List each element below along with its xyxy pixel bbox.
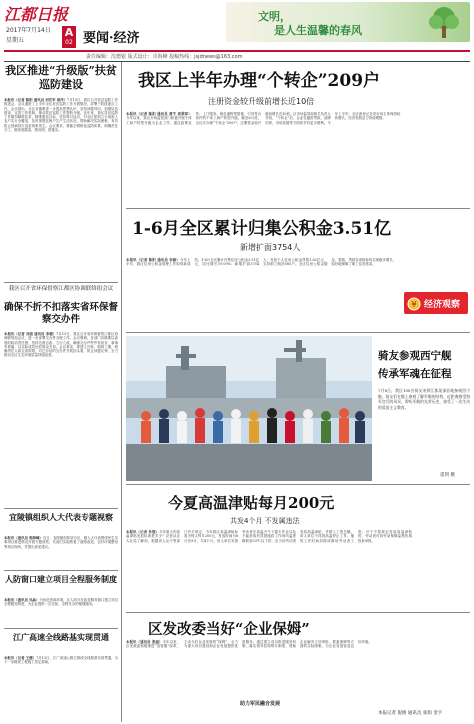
story5-body: [4, 656, 118, 720]
heat-rule: [126, 612, 470, 613]
heat-text: 今年夏天的高温津贴发放标准是多少？记者从区人社局了解到，根据省人社厅等部门有关规定，今年我区高温津贴标准为每人每月200元，发放时间为6月至9月，共4个月。用人单位安排劳动者在高温天气下露天作业以及不能采取有效措施将工作场所温度降低到33℃以下的，应当向劳动者发放高温津贴，并纳入工资总额。用人单位不得因高温停止工作、缩短工作时间扣除或降低劳动者工资。对于不按规定发放高温津贴的，劳动者可向劳动保障监察机构投诉举报。: [126, 530, 412, 543]
story3-text: 近日，宜陵镇组织部分区、镇人大代表围绕民生实事项目推进情况开展专题视察，代表们实地察看了道路改造、农村环境整治等项目现场，并提出意见建议。: [4, 536, 118, 549]
fund-byline: 本报讯（记者 陈阳 通讯员 李毅）: [126, 258, 180, 262]
page-letter: A: [64, 26, 74, 39]
photo-credit: 雷剑 摄: [440, 473, 455, 478]
story2-headline-text: 确保不折不扣落实省环保督察交办件: [4, 302, 119, 325]
heat-byline: 本报讯（记者 朱翔）: [126, 530, 159, 534]
coin-icon: [407, 296, 421, 315]
lead-subheadline: 注册资金较升级前增长近10倍: [208, 97, 315, 106]
story1-byline: 本报讯（记者 陈阳 通讯员 刘宏军 周洋）: [4, 98, 67, 102]
heat-headline: 今夏高温津贴每月200元: [168, 494, 335, 512]
lead-body: [126, 112, 470, 204]
story2-rule: [4, 508, 118, 509]
reform-credit: 本报记者 倪俊 通讯员 张娟 金宇: [378, 711, 443, 716]
fund-subheadline: 新增扩面3754人: [240, 243, 301, 252]
reform-body-text: [126, 640, 412, 649]
story3-body: [4, 536, 118, 568]
story3-byline: 本报讯（通讯员 郭海峰）: [4, 536, 43, 540]
banner-line1: 文明，: [258, 10, 291, 23]
photo-caption: [378, 388, 470, 470]
story3-headline: [4, 512, 118, 522]
fund-body-text: [126, 258, 396, 267]
story4-headline: [4, 574, 118, 584]
page-number-box: [62, 26, 76, 48]
story4-headline-text: 人防窗口建立项目全程服务制度: [5, 574, 117, 584]
story1-headline: [4, 64, 118, 92]
fund-badge-label: 经济观察: [424, 300, 461, 310]
story5-headline-text: 江广高速全线路基实现贯通: [13, 632, 109, 642]
lead-headline: 我区上半年办理“个转企”209户: [138, 71, 381, 91]
story5-text: 7月13日，江广高速公路江都段全线路基实现贯通，为下一步路面工程施工奠定基础。: [4, 656, 118, 665]
story1-body: [4, 98, 118, 276]
fund-text: 今年上半年，我区住房公积金管理工作取得新成效。1-6月全区累计归集住房公积金3.51亿元，同比增长19.09%；新增扩面3754人；发放个人住房公积金贷款1.62亿元，支持职工购房585户。全区住房公积金缴存、提取、贷款各项指标均实现稳步增长，较好地保障了职工住房需求。: [126, 258, 396, 267]
warship-photo: [126, 336, 372, 481]
page-number: 02: [65, 39, 73, 46]
fund-rule: [126, 332, 470, 333]
story1-text: 7月13日，我区召开扶贫巡防工作推进会，会议通报了上半年全区扶贫巡防工作开展情况，部署下阶段重点工作。会议指出，全区各镇要进一步提高思想认识，坚持问题导向，加强队伍建设，完善工作机制，推动扶贫巡防工作提档升级。近年来，我区扶贫巡防工作紧扣精准扶贫、精准脱贫目标，坚持每月巡访，对全区建档立卡低收入农户实行全覆盖，及时掌握贫困户生产生活状况，帮助解决实际困难，有效防止因病因灾返贫现象发生。会议要求，要健全网格化巡防体系，明确责任分工，做到底数清、情况明、措施实。: [4, 98, 118, 133]
masthead-logo: 江都日报: [4, 5, 69, 24]
story2-body: [4, 332, 118, 504]
story5-byline: 本报讯（记者 王健）: [4, 656, 37, 660]
fund-headline: 1-6月全区累计归集公积金3.51亿: [132, 219, 392, 239]
story3-rule: [4, 570, 118, 571]
story2-byline: 本报讯（记者 刘朋 通讯员 李德）: [4, 332, 57, 336]
fund-badge: [404, 292, 468, 314]
story4-text: 为优化营商环境，区人防办在政务服务窗口建立项目全程服务制度，为企业提供一次告知、全程代办的便捷服务。: [4, 598, 118, 607]
masthead-weekday: 星期五: [6, 37, 25, 44]
lead-byline: 本报讯（记者 陈阳 通讯员 黄宇 周翠萍）: [126, 112, 192, 116]
reform-text: 今年以来，区发改委积极推进“放管服”改革，主动当好企业发展的“保姆”，全力为重大项目建设和企业发展提供优质服务。通过建立项目推进服务机制，落实领导挂钩帮办制度，帮助企业解决立项审批、要素保障等方面的实际困难，为企业发展营造良好环境。: [126, 640, 372, 649]
story2-kicker-text: 我区召开省环保督察江都区协调联络组会议: [8, 286, 114, 292]
photo-caption-text: 7月8日，我区100名骑友来到江都某部驻地参观西宁舰。骑友们在舰上参观了解军舰的结构，近距离感受海军官兵的风采，聆听军舰的光荣历史，接受了一次生动的爱国主义教育。: [378, 388, 470, 410]
masthead-date: 2017年7月14日: [6, 27, 51, 34]
story4-rule: [4, 628, 118, 629]
lead-body-text: [126, 112, 400, 125]
fund-body: [126, 258, 396, 330]
masthead-rule: [4, 50, 470, 52]
left-column-divider: [121, 62, 122, 722]
photo-rule: [126, 484, 470, 485]
masthead: [0, 0, 474, 50]
story1-rule: [4, 282, 118, 283]
editor-rule: [4, 61, 470, 62]
svg-text:¥: ¥: [411, 300, 417, 309]
reform-headline: 区发改委当好“企业保姆”: [148, 621, 310, 638]
lead-rule: [126, 208, 470, 209]
story1-headline-text: 我区推进“升级版”扶贫巡防建设: [5, 64, 117, 91]
story2-headline: [4, 302, 118, 326]
reform-byline: 本报讯（通讯员 张丽）: [126, 640, 163, 644]
story3-headline-text: 宜陵镇组织人大代表专题视察: [9, 512, 113, 522]
banner-ad: [226, 2, 470, 42]
heat-body: [126, 530, 470, 610]
heat-subheadline: 共发4个月 不发属违法: [230, 517, 300, 525]
reform-body: [126, 640, 470, 700]
story4-body: [4, 598, 118, 626]
story4-byline: 本报讯（通讯员 吴晶）: [4, 598, 40, 602]
editor-line: 责任编辑：沈德银 版式设计：卓海峰 投稿热线：jsjdnews@163.com: [86, 54, 243, 60]
photo-headline-line1: 骑友参观西宁舰: [378, 350, 452, 362]
banner-tree-icon: [426, 6, 462, 42]
banner-line2: 是人生温馨的春风: [274, 24, 362, 37]
story2-text: 7月13日，我区召开省环保督察江都区协调联络组会议，进一步部署交办件办理工作。会议强调，各部门各镇要以高度的政治责任感，坚持边督边改、立行立改，确保交办件件件有回音、事事有着落，以实际成效回应群众关切。会议要求，要建立台账，倒排工期，明确责任人和完成时限，对已办结的交办件开展回头看，防止问题反弹，全力推动全区生态环境质量持续改善。: [4, 332, 118, 358]
story5-headline: [4, 632, 118, 642]
reform-subhead: 助力军民融合发展: [240, 701, 281, 707]
story2-kicker: [4, 286, 118, 293]
photo-headline-line2: 传承军魂在征程: [378, 368, 452, 380]
section-title: 要闻·经济: [83, 31, 140, 46]
lead-text: 今年以来，我区市场监管部门积极开展个体工商户转型升级为企业工作，通过政策宣传、上门服务、简化流程等措施，引导符合条件的个体工商户转型升级。截至6月底，全区共办理“个转企”209户，注册资金较升级前增长近10倍。区市场监管局相关负责人介绍，“个转企”后，企业在融资贷款、品牌培育、市场拓展等方面将享有更多便利。今年上半年，全区新登记各类市场主体保持较快增长，经济发展活力持续增强。: [126, 112, 401, 125]
heat-body-text: [126, 530, 412, 543]
